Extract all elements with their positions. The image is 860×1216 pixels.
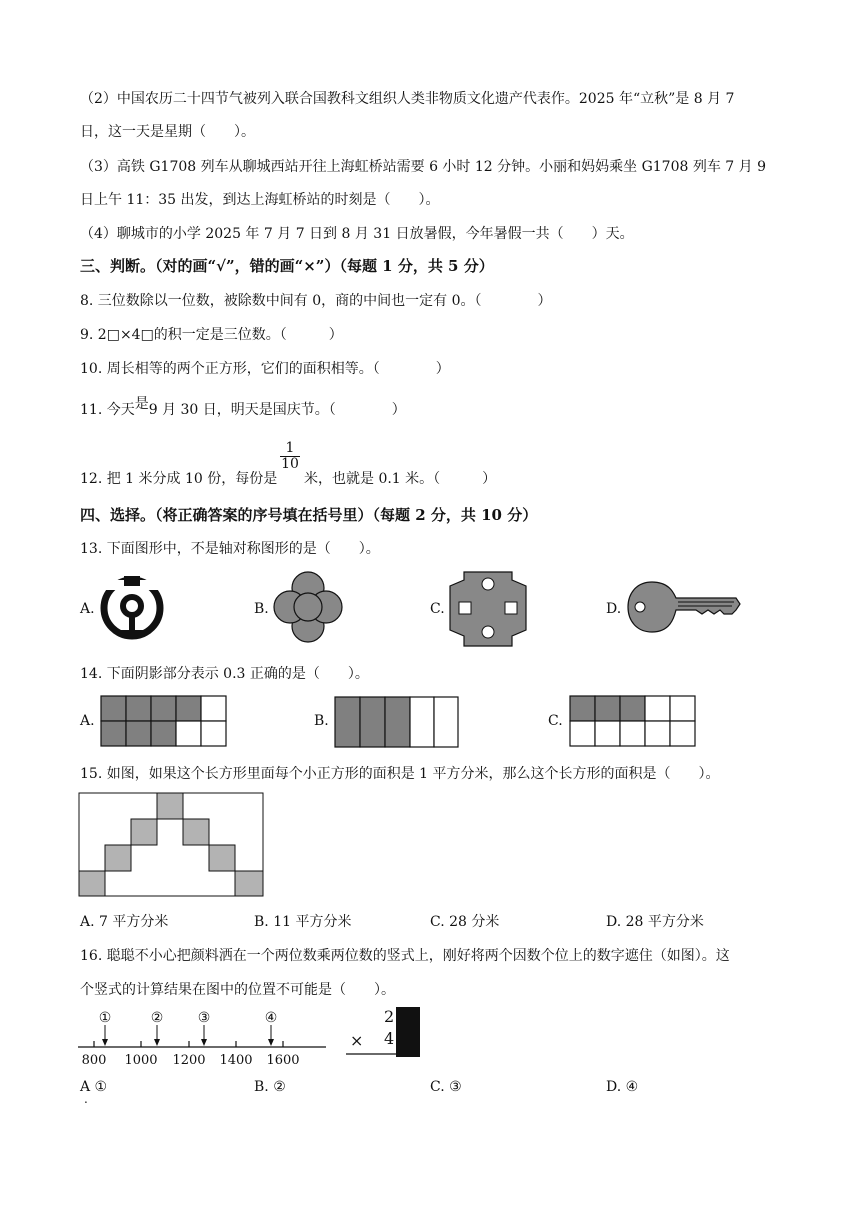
tick-label-800: 800 xyxy=(81,1053,107,1068)
q12-numerator: 1 xyxy=(285,440,295,456)
times-sign: × xyxy=(350,1031,364,1050)
grid-option-a xyxy=(100,695,230,747)
key-icon xyxy=(624,578,744,636)
q16-line1: 16. 聪聪不小心把颜料洒在一个两位数乘两位数的竖式上，刚好将两个因数个位上的数字遮住（如图）。这 xyxy=(80,948,730,964)
q11-text xyxy=(80,396,406,419)
paint-blot xyxy=(396,1007,420,1057)
q13-option-a-label: A. xyxy=(80,601,95,617)
staircase-rectangle-figure xyxy=(78,792,266,898)
marker-4: ④ xyxy=(264,1010,278,1026)
q15-option-c: C. 28 分米 xyxy=(430,914,500,930)
q3-line1: （3）高铁 G1708 列车从聊城西站开往上海虹桥站需要 6 小时 12 分钟。小丽和妈妈乘坐 G1708 列车 7 月 9 xyxy=(80,159,767,175)
q13-option-b-label: B. xyxy=(254,601,269,617)
multiplier-tens-digit: 4 xyxy=(384,1029,395,1048)
q11-part-a: 11. 今天 xyxy=(80,402,135,418)
q2-line2: 日，这一天是星期（ ）。 xyxy=(80,124,255,140)
marker-1: ① xyxy=(98,1010,112,1026)
q4-text: （4）聊城市的小学 2025 年 7 月 7 日到 8 月 31 日放暑假，今年暑假一共（ ）天。 xyxy=(80,226,634,242)
q3-line2: 日上午 11：35 出发，到达上海虹桥站的时刻是（ ）。 xyxy=(80,192,440,208)
marker-2: ② xyxy=(150,1010,164,1026)
q15-text: 15. 如图，如果这个长方形里面每个小正方形的面积是 1 平方分米，那么这个长方形的面积是（ ）。 xyxy=(80,766,720,782)
multiplicand-tens-digit: 2 xyxy=(384,1007,395,1026)
section3-heading: 三、判断。（对的画“√”，错的画“×”）（每题 1 分，共 5 分） xyxy=(80,257,494,275)
q14-option-c-label: C. xyxy=(548,713,563,729)
q15-option-b: B. 11 平方分米 xyxy=(254,914,352,930)
vertical-multiplication xyxy=(346,1004,426,1060)
q11-part-c: 9 月 30 日，明天是国庆节。（ ） xyxy=(148,402,406,418)
q16-option-d: D. ④ xyxy=(606,1079,639,1095)
q8-text: 8. 三位数除以一位数，被除数中间有 0，商的中间也一定有 0。（ ） xyxy=(80,293,552,309)
tick-label-1600: 1600 xyxy=(266,1053,300,1068)
q14-option-a-label: A. xyxy=(80,713,95,729)
q9-text: 9. 2□×4□的积一定是三位数。（ ） xyxy=(80,327,343,343)
railway-logo-icon xyxy=(96,572,168,644)
tick-label-1200: 1200 xyxy=(172,1053,206,1068)
number-line xyxy=(76,1008,330,1070)
q12-part-a: 12. 把 1 米分成 10 份，每份是 xyxy=(80,471,278,487)
grid-option-c xyxy=(569,695,699,747)
q15-option-a: A. 7 平方分米 xyxy=(80,914,169,930)
strip-option-b xyxy=(334,696,460,748)
q13-option-c-label: C. xyxy=(430,601,445,617)
q14-text: 14. 下面阴影部分表示 0.3 正确的是（ ）。 xyxy=(80,666,369,682)
q11-superscript: 是 xyxy=(134,396,149,412)
q16-option-a-dot: . xyxy=(84,1092,88,1106)
notched-square-icon xyxy=(448,570,528,648)
q14-option-b-label: B. xyxy=(314,713,329,729)
section4-heading: 四、选择。（将正确答案的序号填在括号里）（每题 2 分，共 10 分） xyxy=(80,506,538,524)
q15-option-d: D. 28 平方分米 xyxy=(606,914,704,930)
q12-denominator: 10 xyxy=(281,456,299,472)
q10-text: 10. 周长相等的两个正方形，它们的面积相等。（ ） xyxy=(80,361,450,377)
marker-4-arrowhead xyxy=(268,1039,274,1046)
tick-label-1400: 1400 xyxy=(219,1053,253,1068)
marker-1-arrowhead xyxy=(102,1039,108,1046)
q12-part-b: 米，也就是 0.1 米。（ ） xyxy=(304,471,497,487)
q13-option-d-label: D. xyxy=(606,601,622,617)
q16-option-a: A ① xyxy=(80,1079,108,1095)
q16-option-c: C. ③ xyxy=(430,1079,462,1095)
tick-label-1000: 1000 xyxy=(124,1053,158,1068)
q16-line2: 个竖式的计算结果在图中的位置不可能是（ ）。 xyxy=(80,982,395,998)
marker-2-arrowhead xyxy=(154,1039,160,1046)
q12-fraction xyxy=(280,441,300,472)
marker-3-arrowhead xyxy=(201,1039,207,1046)
q16-option-b: B. ② xyxy=(254,1079,286,1095)
q2-line1: （2）中国农历二十四节气被列入联合国教科文组织人类非物质文化遗产代表作。2025 年“立秋”是 8 月 7 xyxy=(80,91,735,107)
marker-3: ③ xyxy=(197,1010,211,1026)
q13-text: 13. 下面图形中，不是轴对称图形的是（ ）。 xyxy=(80,541,380,557)
four-petal-flower-icon xyxy=(272,570,344,644)
